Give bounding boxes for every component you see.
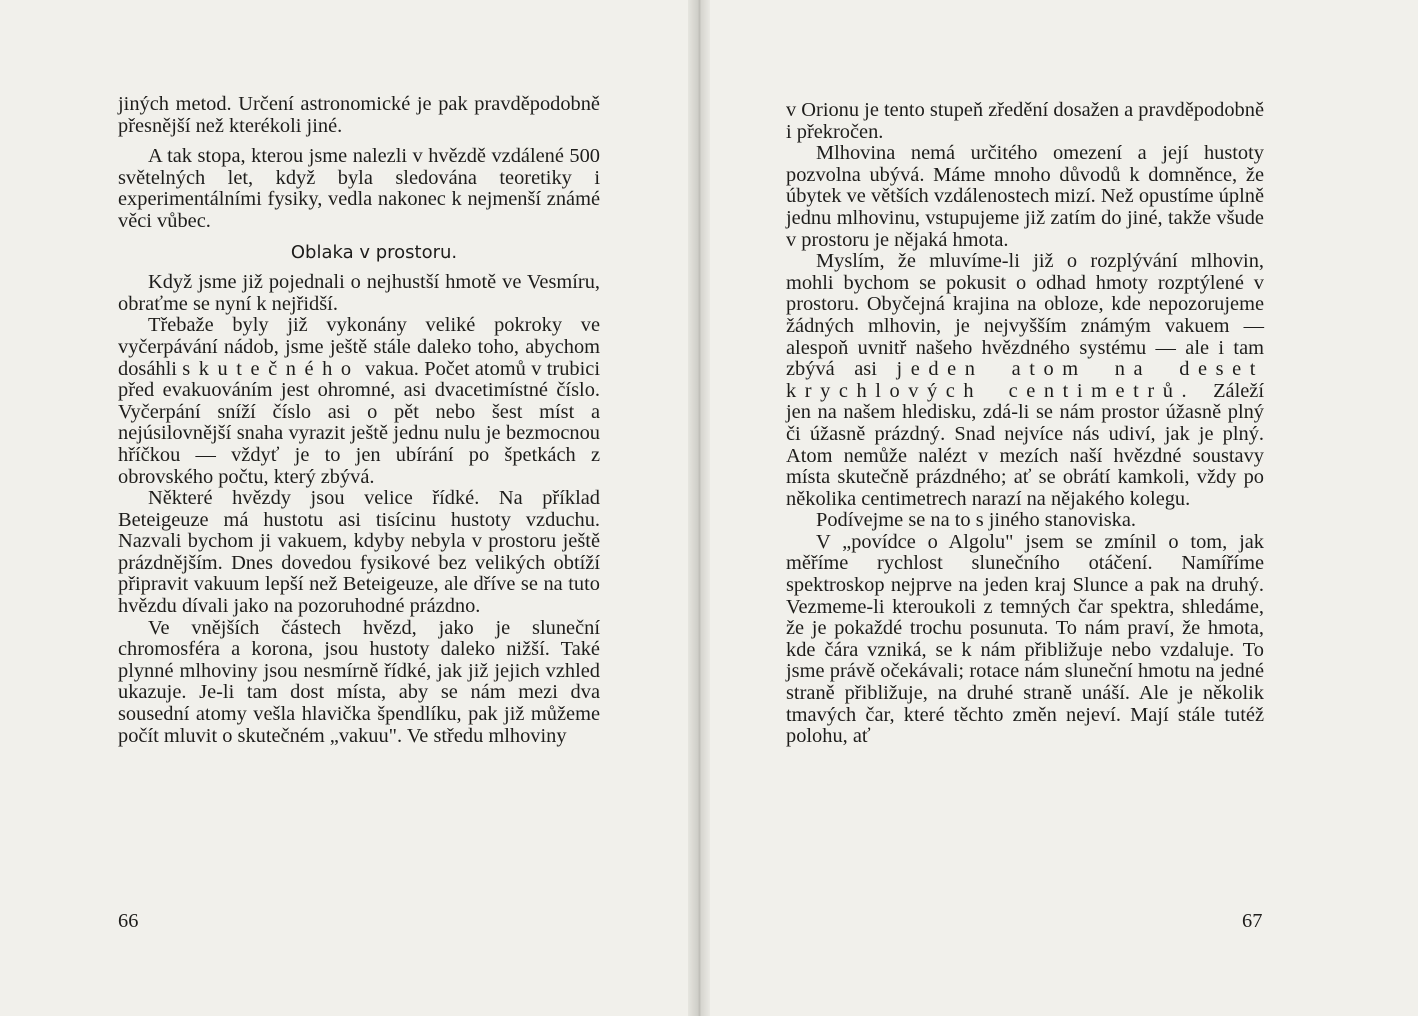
spaced-emphasis: jeden atom na deset krychlových centimetrů. [786,358,1265,402]
paragraph [786,251,1264,510]
paragraph-text: Záleží jen na našem hledisku, zdá-li se nám prostor úžasně plný či úžasně prázdný. Snad nejvíce nás udiví, jak je plný. Atom nemůže nalézt v mezích naší hvězdné soustavy místa skutečně prázdného; ať se obrátí kamkoli, vždy po několika centimetrech narazí na nějakého kolegu. [786,379,1264,510]
right-page [700,0,1418,1016]
left-page-text [118,94,600,747]
paragraph-text: vakua. Počet atomů v trubici před evakuováním jest ohromné, asi dvacetimístné číslo. Vyčerpání sníží číslo asi o pět nebo šest míst a nejúsilovnější snaha vyrazit ještě jednu nulu je bezmocnou hříčkou — vždyť je to jen ubírání po špetkách z obrovského počtu, který zbývá. [118,357,600,488]
paragraph-text: Třebaže byly již vykonány veliké pokroky ve vyčerpávání nádob, jsme ještě stále daleko toho, abychom dosáhli [118,314,600,380]
left-page [0,0,700,1016]
paragraph: A tak stopa, kterou jsme nalezli v hvězdě vzdálené 500 světelných let, když byla sledována teoretiky i experimentálními fysiky, vedla nakonec k nejmenší známé věci vůbec. [118,145,600,232]
section-heading: Oblaka v prostoru. [290,241,458,263]
paragraph: v Orionu je tento stupeň zředění dosažen a pravděpodobně i překročen. [786,99,1264,143]
paragraph: Podívejme se na to s jiného stanoviska. [816,509,1136,532]
paragraph: Některé hvězdy jsou velice řídké. Na příklad Beteigeuze má hustotu asi tisícinu hustoty vzduchu. Nazvali bychom ji vakuem, kdyby nebyla v prostoru ještě prázdnějším. Dnes dovedou fysikové bez velikých obtíží připravit vakuum lepší než Beteigeuze, ale dříve se na tuto hvězdu dívali jako na pozoruhodné prázdno. [118,487,600,618]
paragraph: Když jsme již pojednali o nejhustší hmotě ve Vesmíru, obraťme se nyní k nejřidší. [118,271,600,315]
right-page-text [786,100,1264,748]
paragraph: Ve vnějších částech hvězd, jako je sluneční chromosféra a korona, jsou hustoty daleko nižší. Také plynné mlhoviny jsou nesmírně řídké, jak již jejich vzhled ukazuje. Je-li tam dost místa, aby se nám mezi dva sousední atomy vešla hlavička špendlíku, pak již můžeme počít mluvit o skutečném „vakuu". Ve středu mlhoviny [118,616,600,747]
spaced-emphasis: skutečného [182,357,360,380]
paragraph [118,315,600,488]
paragraph: jiných metod. Určení astronomické je pak pravděpodobně přesnější než kterékoli jiné. [118,93,600,137]
page-number: 67 [1242,910,1263,932]
paragraph: V „povídce o Algolu" jsem se zmínil o tom, jak měříme rychlost slunečního otáčení. Namíříme spektroskop nejprve na jeden kraj Slunce a pak na druhý. Vezmeme-li kteroukoli z temných čar spektra, shledáme, že je pokaždé trochu posunuta. To nám praví, že hmota, kde čára vzniká, se k nám přibližuje nebo vzdaluje. To jsme právě očekávali; rotace nám sluneční hmotu na jedné straně přibližuje, na druhé straně unáší. Ale je několik tmavých čar, které těchto změn nejeví. Mají stále tutéž polohu, ať [786,530,1264,748]
page-number: 66 [118,910,139,932]
book-gutter [688,0,710,1016]
paragraph-text: Myslím, že mluvíme-li již o rozplývání mlhovin, mohli bychom se pokusit o odhad hmoty rozptýlené v prostoru. Obyčejná krajina na obloze, kde nepozorujeme žádných mlhovin, je nejvyšším známým vakuem — alespoň uvnitř našeho hvězdného systému — ale i tam zbývá asi [786,250,1264,381]
paragraph: Mlhovina nemá určitého omezení a její hustoty pozvolna ubývá. Máme mnoho důvodů k domněnce, že úbytek ve větších vzdálenostech mizí. Než opustíme úplně jednu mlhovinu, vstupujeme již zatím do jiné, takže všude v prostoru je nějaká hmota. [786,142,1264,251]
